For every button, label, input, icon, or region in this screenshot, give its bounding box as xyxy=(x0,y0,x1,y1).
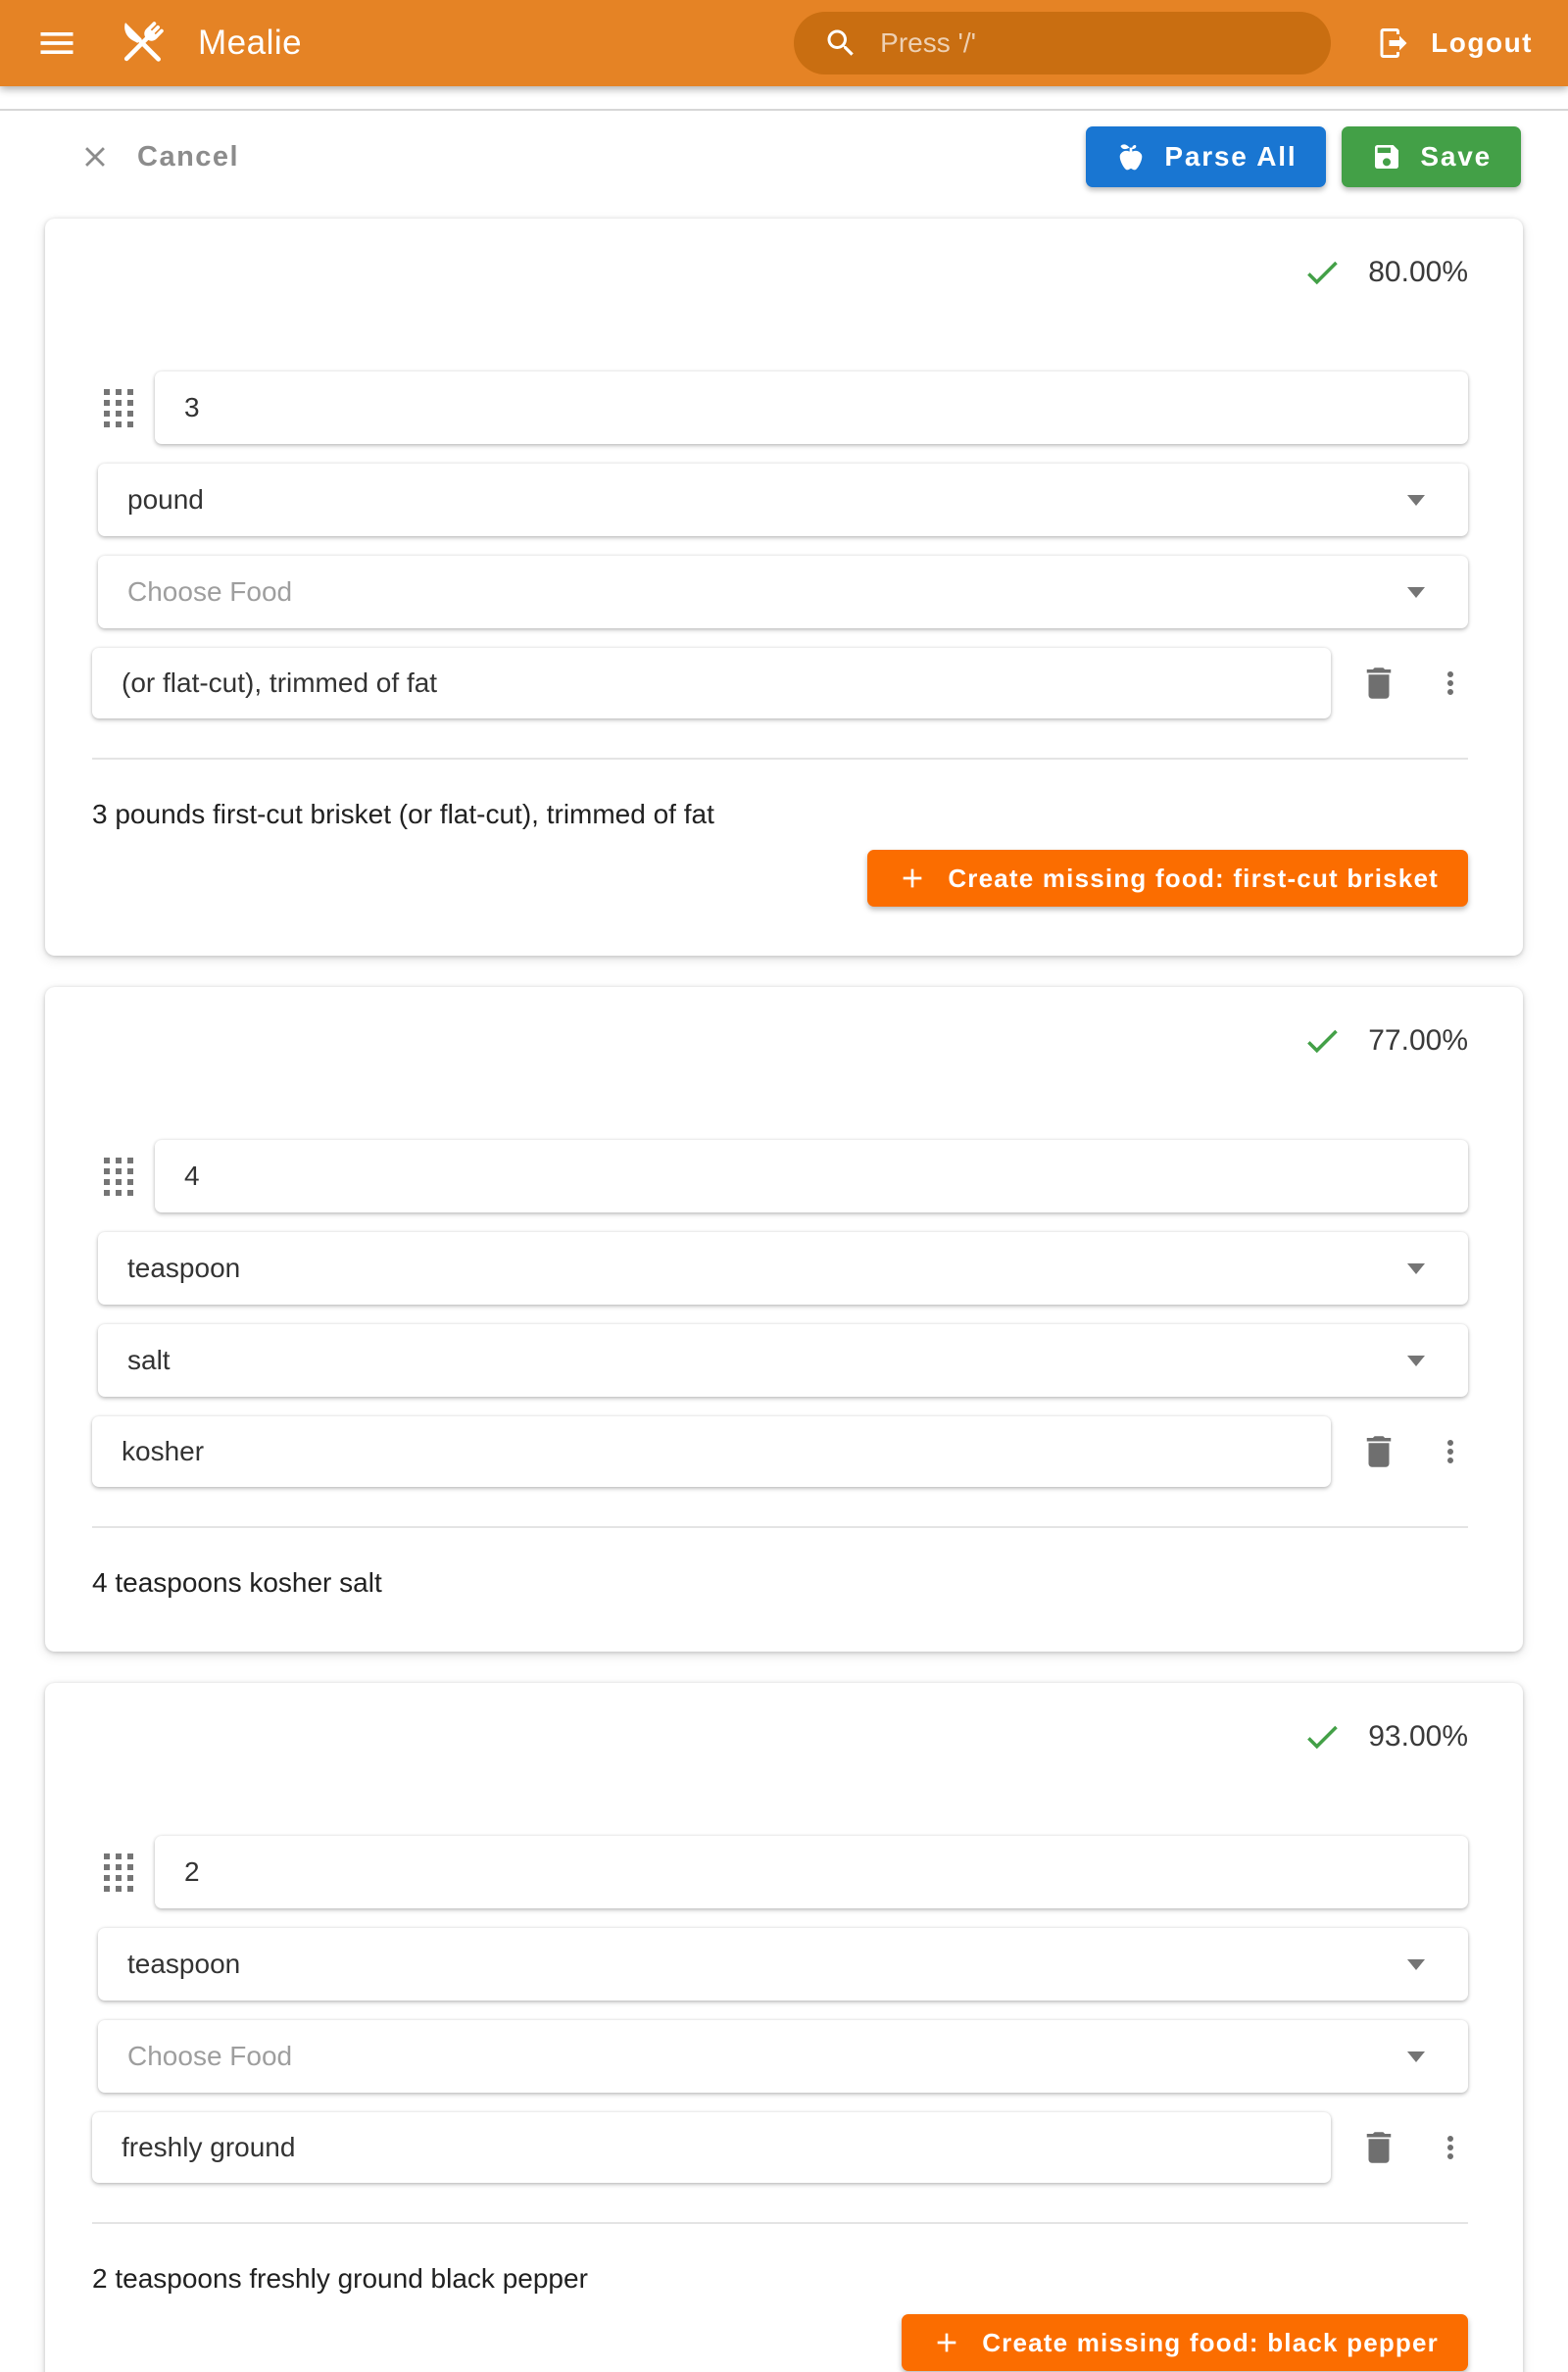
food-select-placeholder: Choose Food xyxy=(127,576,293,607)
note-row xyxy=(92,648,1468,718)
trash-icon xyxy=(1358,663,1399,704)
save-icon xyxy=(1371,141,1402,173)
parse-all-button[interactable] xyxy=(1086,126,1326,187)
parse-all-label: Parse All xyxy=(1164,141,1298,172)
quantity-input[interactable] xyxy=(155,1140,1468,1212)
confidence-row xyxy=(92,1716,1468,1757)
delete-ingredient-button[interactable] xyxy=(1358,1431,1399,1472)
confidence-check-icon xyxy=(1301,252,1343,293)
create-food-row xyxy=(92,2314,1468,2371)
original-ingredient-text: 3 pounds first-cut brisket (or flat-cut), trimmed of fat xyxy=(92,799,714,829)
cancel-button[interactable] xyxy=(73,139,245,174)
ingredient-card xyxy=(45,219,1523,956)
app-bar xyxy=(0,0,1568,86)
food-select[interactable] xyxy=(98,2020,1468,2093)
more-options-button[interactable] xyxy=(1433,666,1468,701)
save-button[interactable] xyxy=(1342,126,1521,187)
divider xyxy=(92,1526,1468,1528)
food-select-value: salt xyxy=(127,1345,171,1375)
trash-icon xyxy=(1358,1431,1399,1472)
create-missing-food-button[interactable] xyxy=(902,2314,1468,2371)
search-icon xyxy=(823,25,858,61)
quantity-row xyxy=(92,371,1468,444)
ingredient-card xyxy=(45,1683,1523,2372)
quantity-input[interactable] xyxy=(155,371,1468,444)
chevron-down-icon xyxy=(1407,1263,1425,1274)
toolbar-actions xyxy=(1086,126,1521,187)
quantity-field xyxy=(155,371,1468,444)
food-select[interactable] xyxy=(98,1324,1468,1397)
trash-icon xyxy=(1358,2127,1399,2168)
confidence-value: 80.00% xyxy=(1368,256,1468,288)
food-select[interactable] xyxy=(98,556,1468,628)
note-input[interactable] xyxy=(92,2112,1331,2183)
logout-button[interactable] xyxy=(1366,18,1543,69)
vertical-dots-icon xyxy=(1433,1434,1468,1469)
food-select-placeholder: Choose Food xyxy=(127,2041,293,2071)
unit-select-value: pound xyxy=(127,484,204,515)
create-food-row xyxy=(92,850,1468,907)
chevron-down-icon xyxy=(1407,587,1425,598)
quantity-input[interactable] xyxy=(155,1836,1468,1908)
quantity-field xyxy=(155,1140,1468,1212)
drag-handle-icon[interactable] xyxy=(104,1853,133,1892)
close-icon xyxy=(78,140,112,173)
confidence-value: 93.00% xyxy=(1368,1720,1468,1753)
original-ingredient-text: 2 teaspoons freshly ground black pepper xyxy=(92,2263,588,2294)
more-options-button[interactable] xyxy=(1433,2130,1468,2165)
unit-select[interactable] xyxy=(98,1928,1468,2001)
note-row xyxy=(92,1416,1468,1487)
create-missing-food-button[interactable] xyxy=(867,850,1468,907)
confidence-row xyxy=(92,252,1468,293)
unit-select[interactable] xyxy=(98,1232,1468,1305)
confidence-row xyxy=(92,1020,1468,1062)
drag-handle-icon[interactable] xyxy=(104,389,133,427)
cancel-label: Cancel xyxy=(137,140,240,173)
unit-select-value: teaspoon xyxy=(127,1253,241,1283)
chevron-down-icon xyxy=(1407,495,1425,506)
note-row xyxy=(92,2112,1468,2183)
logout-label: Logout xyxy=(1431,27,1533,58)
parser-toolbar xyxy=(0,126,1568,187)
chevron-down-icon xyxy=(1407,2051,1425,2062)
chevron-down-icon xyxy=(1407,1356,1425,1366)
plus-icon xyxy=(931,2327,962,2358)
hamburger-menu-button[interactable] xyxy=(31,18,82,69)
delete-ingredient-button[interactable] xyxy=(1358,2127,1399,2168)
note-input[interactable] xyxy=(92,648,1331,718)
divider xyxy=(92,2222,1468,2224)
save-label: Save xyxy=(1420,141,1492,172)
quantity-field xyxy=(155,1836,1468,1908)
apple-icon xyxy=(1115,141,1147,173)
note-input[interactable] xyxy=(92,1416,1331,1487)
header-divider xyxy=(0,86,1568,111)
search-input[interactable] xyxy=(878,26,1315,60)
divider xyxy=(92,758,1468,760)
more-options-button[interactable] xyxy=(1433,1434,1468,1469)
mealie-logo-icon xyxy=(112,13,172,74)
unit-select[interactable] xyxy=(98,464,1468,536)
original-ingredient-text: 4 teaspoons kosher salt xyxy=(92,1567,382,1598)
quantity-row xyxy=(92,1140,1468,1212)
note-field xyxy=(92,648,1331,718)
confidence-check-icon xyxy=(1301,1020,1343,1062)
plus-icon xyxy=(897,863,928,894)
vertical-dots-icon xyxy=(1433,2130,1468,2165)
search-bar[interactable] xyxy=(794,12,1331,74)
logout-icon xyxy=(1376,25,1411,61)
delete-ingredient-button[interactable] xyxy=(1358,663,1399,704)
note-field xyxy=(92,2112,1331,2183)
create-missing-food-label: Create missing food: black pepper xyxy=(982,2327,1439,2357)
app-title: Mealie xyxy=(198,24,303,62)
chevron-down-icon xyxy=(1407,1959,1425,1970)
drag-handle-icon[interactable] xyxy=(104,1158,133,1196)
note-field xyxy=(92,1416,1331,1487)
ingredient-card xyxy=(45,987,1523,1652)
unit-select-value: teaspoon xyxy=(127,1949,241,1979)
confidence-value: 77.00% xyxy=(1368,1024,1468,1057)
quantity-row xyxy=(92,1836,1468,1908)
confidence-check-icon xyxy=(1301,1716,1343,1757)
hamburger-menu-icon xyxy=(35,22,78,65)
vertical-dots-icon xyxy=(1433,666,1468,701)
create-missing-food-label: Create missing food: first-cut brisket xyxy=(948,863,1439,893)
